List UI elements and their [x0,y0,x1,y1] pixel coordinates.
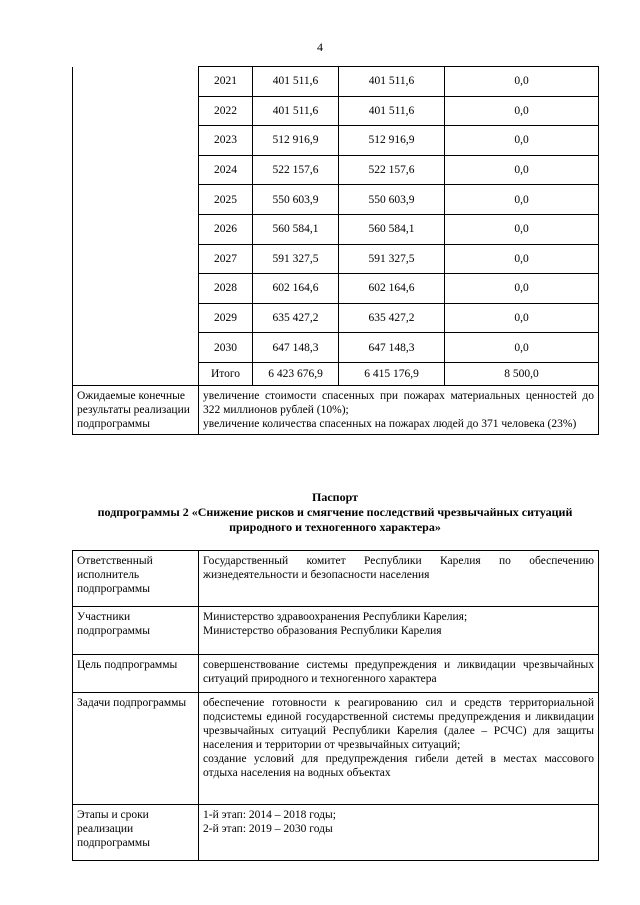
passport-label: Ответственный исполнитель подпрограммы [73,551,199,607]
finance-year: 2024 [199,155,253,185]
passport-label: Задачи подпрограммы [73,693,199,805]
passport-label: Цель подпрограммы [73,655,199,693]
finance-row [73,214,599,244]
task-item: обеспечение готовности к реагированию сил и средств территориальной подсистемы единой государственной системы предупреждения и ликвидации чрезвычайных ситуаций Республики Карелия (далее – РСЧС) для защиты населения и территории от чрезвычайных ситуаций; [203,697,594,751]
finance-year: 2022 [199,96,253,126]
finance-other: 0,0 [445,126,599,156]
passport-row-stages [73,805,599,861]
stage-item: 1-й этап: 2014 – 2018 годы; [203,809,336,821]
finance-total: 550 603,9 [253,185,339,215]
passport-value [199,607,599,655]
finance-total: 647 148,3 [253,333,339,363]
finance-total: 591 327,5 [253,244,339,274]
expected-result-line: увеличение стоимости спасенных при пожарах материальных ценностей до 322 миллионов рублей (10%); [203,389,594,416]
finance-budget: 560 584,1 [339,214,445,244]
finance-year: 2029 [199,303,253,333]
passport-row-responsible [73,551,599,607]
finance-row [73,244,599,274]
finance-total: 401 511,6 [253,67,339,97]
finance-total: 512 916,9 [253,126,339,156]
finance-total: 602 164,6 [253,274,339,304]
finance-other: 0,0 [445,155,599,185]
passport-value: Государственный комитет Республики Карелия по обеспечению жизнедеятельности и безопасности населения [199,551,599,607]
passport-heading: Паспорт [312,490,358,504]
finance-row [73,185,599,215]
passport-table [72,550,599,861]
finance-total: 635 427,2 [253,303,339,333]
finance-budget: 550 603,9 [339,185,445,215]
finance-blank-cell [73,126,199,156]
finance-table [72,66,599,435]
finance-other: 0,0 [445,303,599,333]
passport-label: Участники подпрограммы [73,607,199,655]
finance-blank-cell [73,274,199,304]
finance-total-row [73,362,599,385]
expected-results-label: Ожидаемые конечные результаты реализации подпрограммы [73,385,199,434]
participant-item: Министерство здравоохранения Республики Карелия; [203,611,468,623]
finance-other: 0,0 [445,96,599,126]
finance-budget: 401 511,6 [339,96,445,126]
finance-total: 401 511,6 [253,96,339,126]
finance-other: 0,0 [445,274,599,304]
finance-total-label: Итого [199,362,253,385]
finance-budget: 512 916,9 [339,126,445,156]
passport-row-tasks [73,693,599,805]
finance-total: 560 584,1 [253,214,339,244]
finance-table-body [73,67,599,363]
passport-row-participants [73,607,599,655]
passport-subtitle-line: природного и техногенного характера» [229,520,441,534]
finance-row [73,67,599,97]
passport-label: Этапы и сроки реализации подпрограммы [73,805,199,861]
finance-year: 2030 [199,333,253,363]
finance-year: 2023 [199,126,253,156]
finance-row [73,303,599,333]
finance-budget: 522 157,6 [339,155,445,185]
finance-blank-cell [73,303,199,333]
finance-other: 0,0 [445,214,599,244]
finance-row [73,96,599,126]
finance-total-budget: 6 415 176,9 [339,362,445,385]
finance-budget: 647 148,3 [339,333,445,363]
finance-year: 2027 [199,244,253,274]
finance-budget: 602 164,6 [339,274,445,304]
finance-other: 0,0 [445,67,599,97]
finance-row [73,274,599,304]
finance-total: 522 157,6 [253,155,339,185]
finance-blank-cell [73,214,199,244]
passport-value [199,805,599,861]
finance-budget: 401 511,6 [339,67,445,97]
finance-row [73,333,599,363]
finance-blank-cell [73,67,199,97]
finance-other: 0,0 [445,244,599,274]
finance-total-sum: 6 423 676,9 [253,362,339,385]
finance-blank-cell [73,333,199,363]
expected-results-text [199,385,599,434]
participant-item: Министерство образования Республики Карелия [203,625,442,637]
passport-subtitle-line: подпрограммы 2 «Снижение рисков и смягчение последствий чрезвычайных ситуаций [97,505,573,519]
finance-row [73,155,599,185]
finance-total-other: 8 500,0 [445,362,599,385]
passport-value [199,693,599,805]
finance-budget: 635 427,2 [339,303,445,333]
finance-blank-cell [73,96,199,126]
page-number: 4 [317,40,323,54]
finance-year: 2021 [199,67,253,97]
finance-year: 2025 [199,185,253,215]
finance-year: 2026 [199,214,253,244]
finance-blank-cell [73,185,199,215]
finance-other: 0,0 [445,333,599,363]
finance-blank-cell [73,362,199,385]
expected-results-row [73,385,599,434]
expected-result-line: увеличение количества спасенных на пожарах людей до 371 человека (23%) [203,417,577,430]
finance-row [73,126,599,156]
finance-blank-cell [73,155,199,185]
finance-other: 0,0 [445,185,599,215]
finance-year: 2028 [199,274,253,304]
passport-value: совершенствование системы предупреждения и ликвидации чрезвычайных ситуаций природного и техногенного характера [199,655,599,693]
finance-blank-cell [73,244,199,274]
passport-title [72,490,598,535]
stage-item: 2-й этап: 2019 – 2030 годы [203,823,333,835]
passport-row-goal [73,655,599,693]
finance-budget: 591 327,5 [339,244,445,274]
task-item: создание условий для предупреждения гибели детей в местах массового отдыха населения на водных объектах [203,753,594,779]
